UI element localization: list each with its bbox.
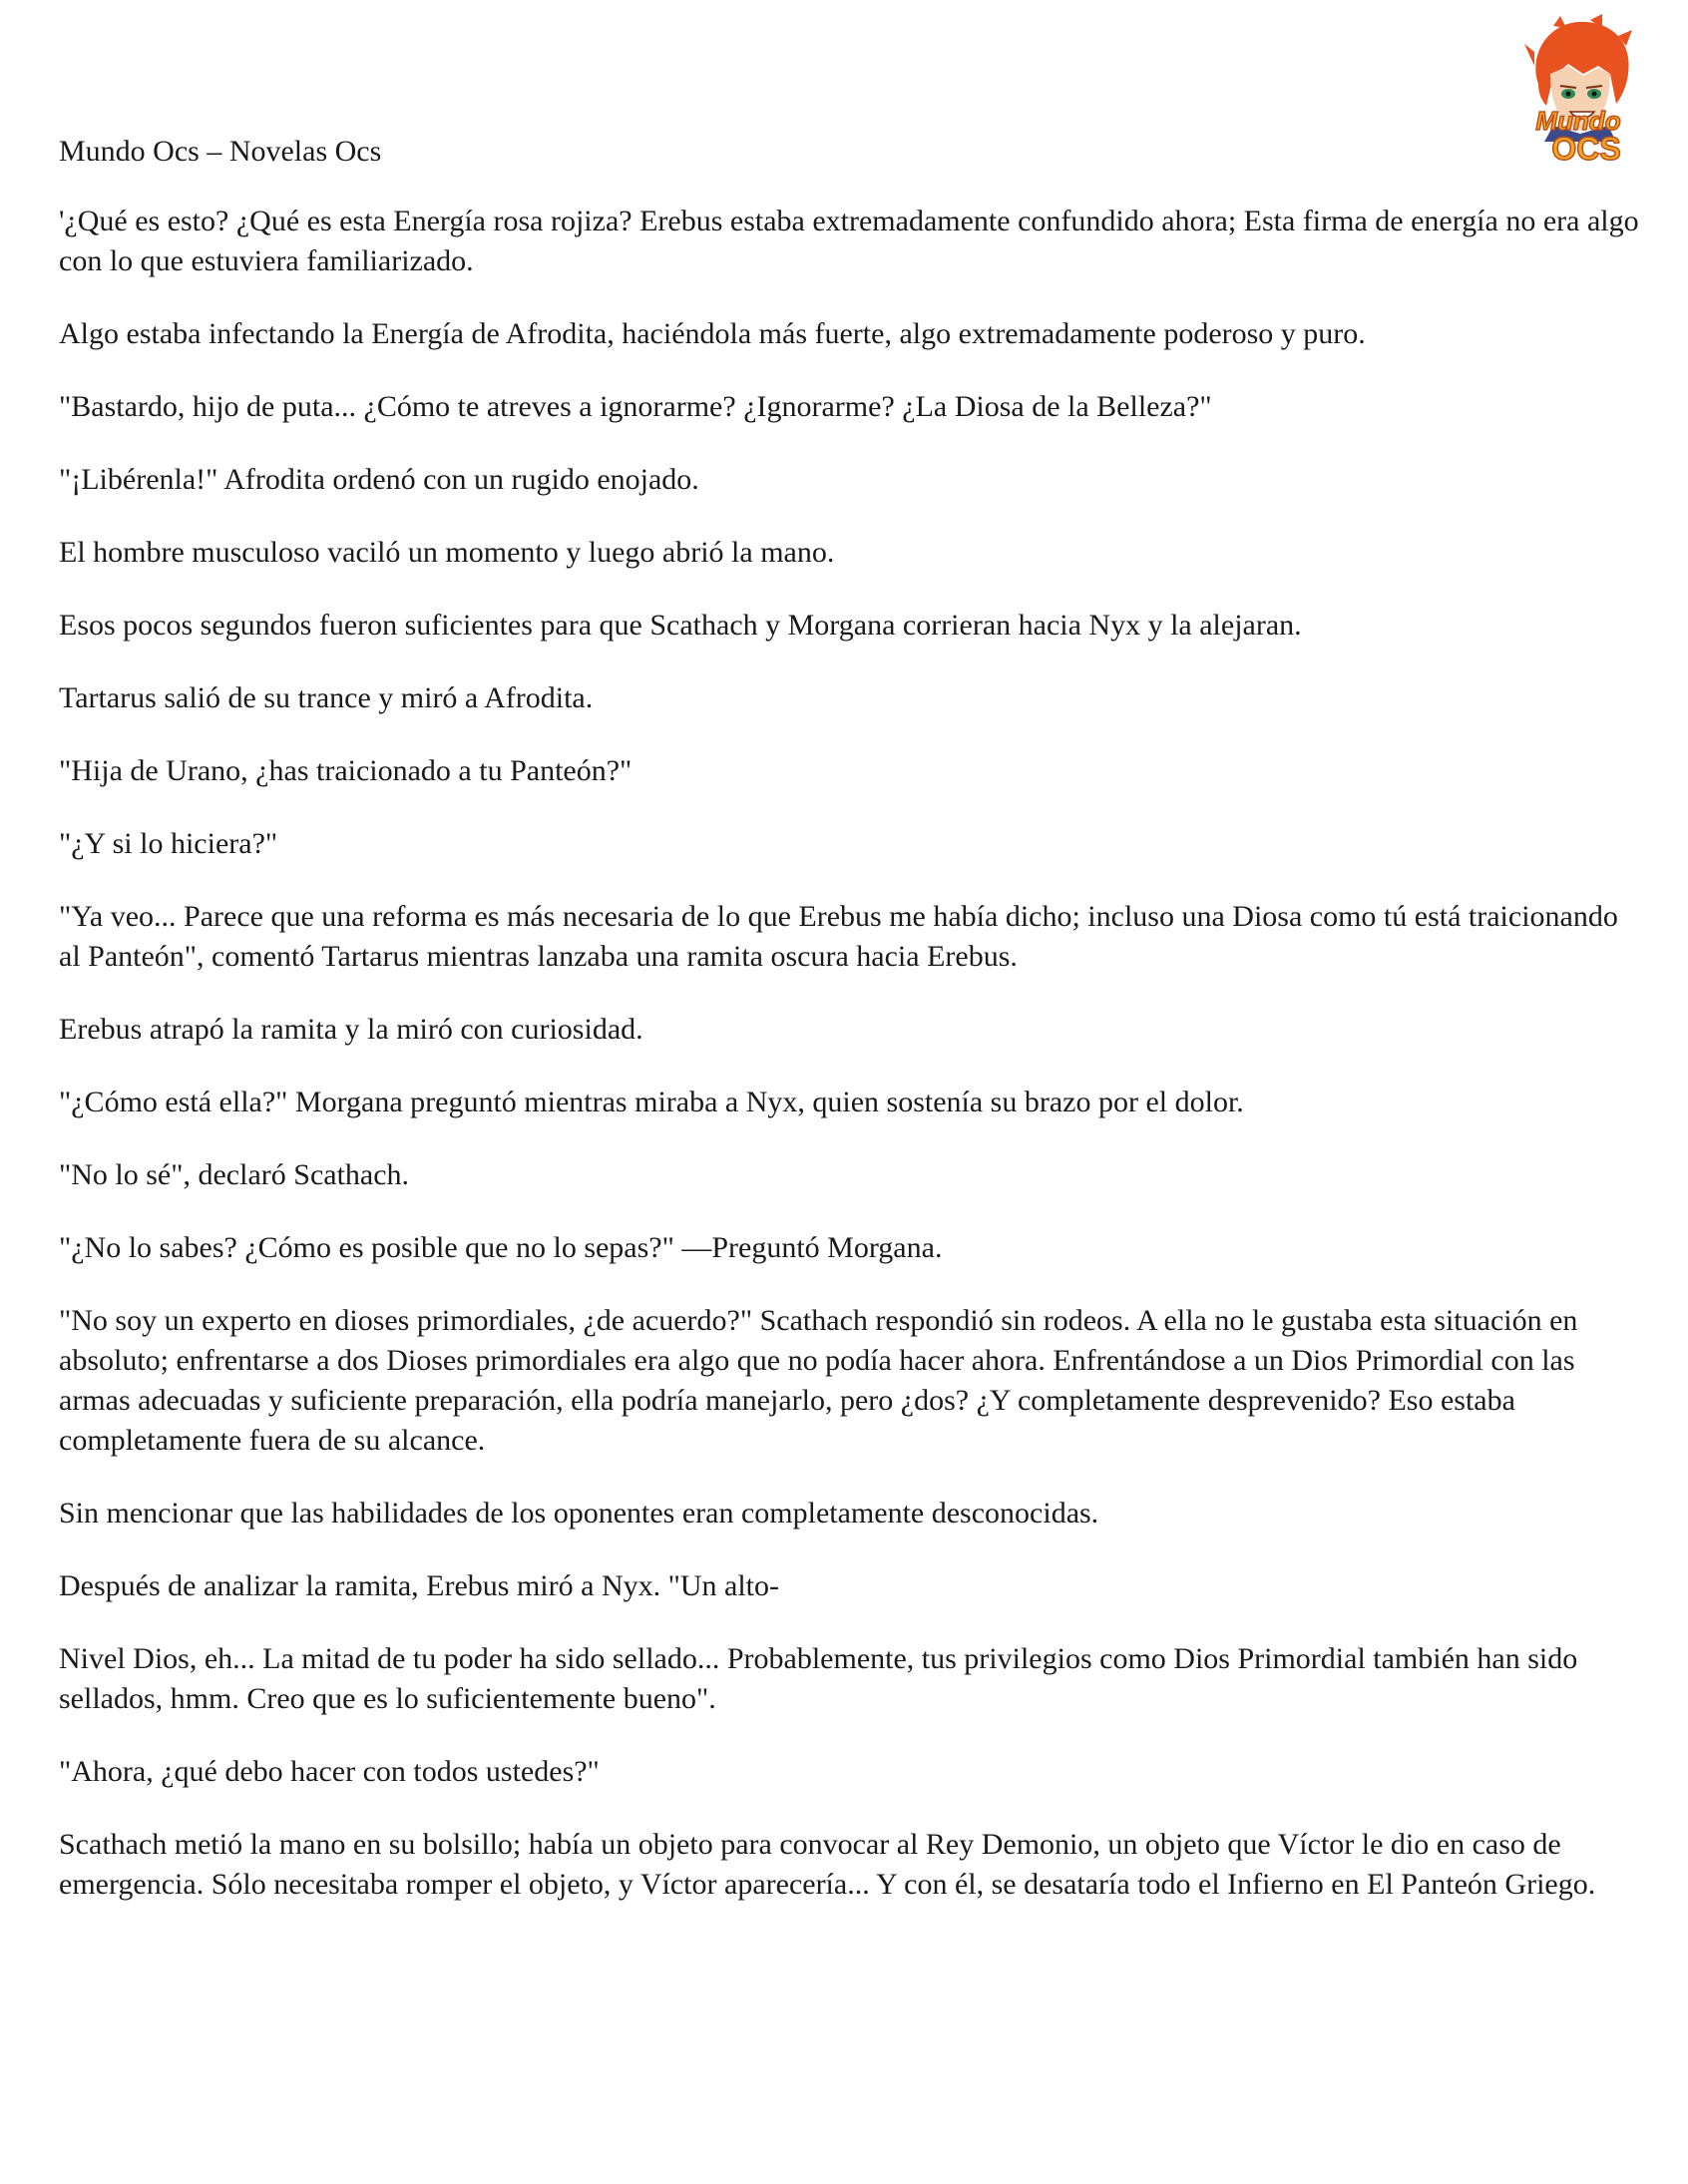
paragraph: Erebus atrapó la ramita y la miró con curiosidad. (59, 1013, 643, 1046)
page-header: Mundo Ocs – Novelas Ocs (59, 135, 382, 168)
paragraph: Tartarus salió de su trance y miró a Afrodita. (59, 681, 594, 714)
logo-text-ocs: OCS (1551, 131, 1621, 167)
paragraph: "Ya veo... Parece que una reforma es más necesaria de lo que Erebus me había dicho; incluso una Diosa como tú está traicionando al Panteón", comentó Tartarus mientras lanzaba una ramita oscura hacia Erebus. (59, 900, 1618, 973)
paragraph: El hombre musculoso vaciló un momento y luego abrió la mano. (59, 536, 835, 569)
paragraph: "No soy un experto en dioses primordiales, ¿de acuerdo?" Scathach respondió sin rodeos. A ella no le gustaba esta situación en absoluto; enfrentarse a dos Dioses primordiales era algo que no podía hacer ahora. Enfrentándose a un Dios Primordial con las armas adecuadas y suficiente preparación, ella podría manejarlo, pero ¿dos? ¿Y completamente desprevenido? Eso estaba completamente fuera de su alcance. (59, 1304, 1578, 1457)
paragraph: Después de analizar la ramita, Erebus miró a Nyx. "Un alto- (59, 1569, 779, 1602)
paragraph: "¡Libérenla!" Afrodita ordenó con un rugido enojado. (59, 463, 699, 496)
logo-text-mundo: Mundo (1535, 106, 1621, 136)
paragraph: Nivel Dios, eh... La mitad de tu poder ha sido sellado... Probablemente, tus privilegios como Dios Primordial también han sido sellados, hmm. Creo que es lo suficientemente bueno". (59, 1642, 1578, 1715)
paragraph: Algo estaba infectando la Energía de Afrodita, haciéndola más fuerte, algo extremadamente poderoso y puro. (59, 317, 1366, 350)
paragraph: "Hija de Urano, ¿has traicionado a tu Panteón?" (59, 754, 633, 787)
paragraph: "No lo sé", declaró Scathach. (59, 1158, 410, 1191)
paragraph: "¿No lo sabes? ¿Cómo es posible que no lo sepas?" —Preguntó Morgana. (59, 1231, 943, 1264)
paragraph: "Ahora, ¿qué debo hacer con todos ustedes?" (59, 1755, 600, 1788)
document-body (59, 202, 1645, 1938)
paragraph: "¿Y si lo hiciera?" (59, 827, 278, 860)
mundo-ocs-logo (1498, 14, 1658, 174)
paragraph: Esos pocos segundos fueron suficientes para que Scathach y Morgana corrieran hacia Nyx y la alejaran. (59, 609, 1302, 642)
paragraph: "Bastardo, hijo de puta... ¿Cómo te atreves a ignorarme? ¿Ignorarme? ¿La Diosa de la Belleza?" (59, 390, 1212, 423)
paragraph: Sin mencionar que las habilidades de los oponentes eran completamente desconocidas. (59, 1497, 1099, 1529)
paragraph: '¿Qué es esto? ¿Qué es esta Energía rosa rojiza? Erebus estaba extremadamente confundido ahora; Esta firma de energía no era algo con lo que estuviera familiarizado. (59, 205, 1639, 277)
paragraph: Scathach metió la mano en su bolsillo; había un objeto para convocar al Rey Demonio, un objeto que Víctor le dio en caso de emergencia. Sólo necesitaba romper el objeto, y Víctor aparecería... Y con él, se desataría todo el Infierno en El Panteón Griego. (59, 1828, 1596, 1901)
paragraph: "¿Cómo está ella?" Morgana preguntó mientras miraba a Nyx, quien sostenía su brazo por el dolor. (59, 1086, 1244, 1118)
